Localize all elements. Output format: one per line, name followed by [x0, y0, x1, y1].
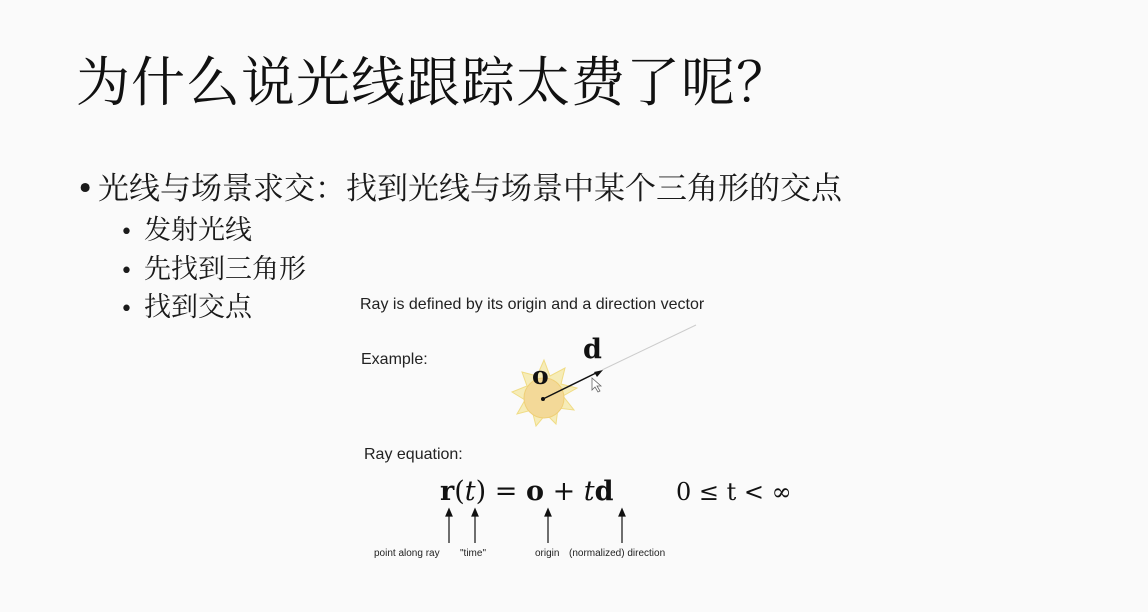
- sub-bullet: [120, 251, 306, 291]
- origin-symbol: o: [532, 361, 549, 390]
- ray-diagram: [492, 318, 712, 448]
- direction-symbol: d: [583, 334, 602, 365]
- annotation-direction: (normalized) direction: [569, 548, 666, 559]
- arrow-head: [594, 370, 603, 377]
- eq-d: d: [594, 476, 614, 507]
- eq-o: o: [525, 476, 544, 507]
- slide-title: 为什么说光线跟踪太费了呢？: [76, 51, 791, 114]
- sub-bullet: [120, 289, 252, 329]
- annotation-arrows: [352, 505, 822, 545]
- annotation-point: point along ray: [374, 548, 440, 559]
- bullet-dot: •: [120, 220, 133, 245]
- eq-t: t: [583, 476, 595, 507]
- equation-label: Ray equation:: [364, 446, 463, 463]
- annotation-time: "time": [460, 548, 486, 559]
- sub-bullet: [120, 212, 252, 252]
- annotation-origin: origin: [535, 548, 560, 559]
- eq-range: 0 ≤ t < ∞: [676, 478, 792, 506]
- bullet-dot: •: [76, 171, 95, 207]
- main-bullet: [76, 168, 842, 210]
- bullet-dot: •: [120, 259, 133, 284]
- sub-bullet-text: 找到交点: [144, 292, 252, 323]
- example-label: Example:: [361, 351, 428, 368]
- origin-point: [541, 397, 545, 401]
- eq-r: r: [440, 476, 455, 507]
- bullet-dot: •: [120, 297, 133, 322]
- eq-equals: =: [486, 476, 526, 507]
- eq-paren-close: ): [475, 476, 487, 507]
- ray-equation: [440, 476, 614, 507]
- cursor-icon: [592, 378, 601, 392]
- eq-paren-open: (: [454, 476, 465, 507]
- sub-bullet-text: 先找到三角形: [144, 254, 306, 285]
- main-bullet-text: 光线与场景求交：找到光线与场景中某个三角形的交点: [98, 171, 842, 207]
- figure-caption: Ray is defined by its origin and a direction vector: [360, 296, 705, 313]
- sub-bullet-text: 发射光线: [144, 215, 252, 246]
- eq-t: t: [464, 476, 476, 507]
- eq-plus: +: [544, 476, 584, 507]
- ray-extension: [602, 325, 696, 370]
- ray-figure: [352, 270, 822, 570]
